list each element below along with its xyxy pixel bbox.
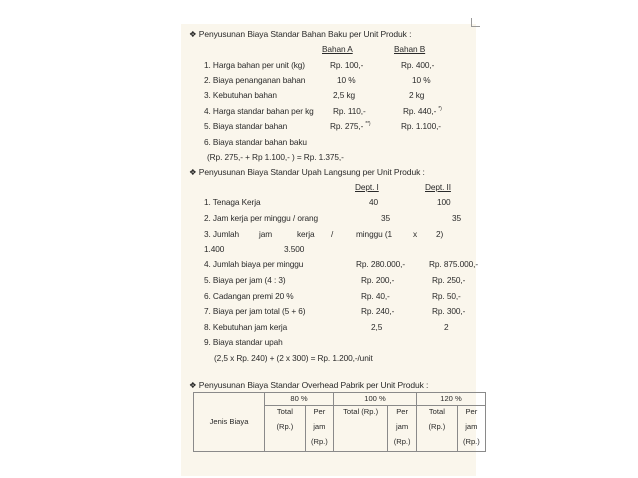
sec1-row-1-a: Rp. 100,- bbox=[330, 60, 364, 70]
bullet-diamond-icon: ❖ bbox=[189, 380, 197, 390]
heading-colon: : bbox=[409, 29, 412, 39]
total-word: Total bbox=[428, 407, 445, 416]
sec2-row-4-d1: Rp. 280.000,- bbox=[356, 259, 405, 269]
heading-text: Penyusunan Biaya Standar Bahan Baku per Unit Produk bbox=[198, 29, 407, 39]
sec2-row-4-label: 4. Jumlah biaya per minggu bbox=[204, 259, 304, 269]
per-jam-header-120 bbox=[457, 406, 485, 452]
sec2-row-7-d1: Rp. 240,- bbox=[361, 306, 395, 316]
sec2-row-8-label: 8. Kebutuhan jam kerja bbox=[204, 322, 288, 332]
heading-colon: : bbox=[426, 380, 429, 390]
total-header-80 bbox=[265, 406, 306, 452]
sec2-item-9: 9. Biaya standar upah bbox=[204, 337, 283, 347]
sec2-row-3-part-2: jam bbox=[259, 229, 273, 239]
sec1-row-2-b: 10 % bbox=[412, 75, 431, 85]
sec1-row-5-label: 5. Biaya standar bahan bbox=[204, 121, 288, 131]
sec2-row-3-part-4: / bbox=[331, 229, 334, 239]
group-header-120: 120 % bbox=[417, 393, 486, 406]
sec1-row-3-b: 2 kg bbox=[409, 90, 425, 100]
sec2-row-3-part-6: x bbox=[413, 229, 418, 239]
sec1-row-5-a bbox=[330, 121, 371, 133]
section-3-heading bbox=[189, 380, 428, 390]
per-word: Per bbox=[465, 407, 478, 416]
jam-word: jam bbox=[396, 422, 409, 431]
sec1-row-3-label: 3. Kebutuhan bahan bbox=[204, 90, 277, 100]
column-header-dept-2: Dept. II bbox=[425, 182, 451, 192]
rp-word: (Rp.) bbox=[276, 422, 294, 431]
sec2-row-6-d2: Rp. 50,- bbox=[432, 291, 461, 301]
heading-text: Penyusunan Biaya Standar Overhead Pabrik per Unit Produk bbox=[198, 380, 424, 390]
section-1-heading bbox=[189, 29, 411, 39]
heading-text: Penyusunan Biaya Standar Upah Langsung per Unit Produk bbox=[198, 167, 421, 177]
sec2-row-3-part-1: 3. Jumlah bbox=[204, 229, 240, 239]
sec2-row-2-label: 2. Jam kerja per minggu / orang bbox=[204, 213, 319, 223]
group-header-80: 80 % bbox=[265, 393, 334, 406]
column-header-bahan-a: Bahan A bbox=[322, 44, 353, 54]
sec2-row-7-d2: Rp. 300,- bbox=[432, 306, 466, 316]
sec1-item-6-formula: (Rp. 275,- + Rp 1.100,- ) = Rp. 1.375,- bbox=[207, 152, 344, 162]
column-header-bahan-b: Bahan B bbox=[394, 44, 426, 54]
rp-word: (Rp.) bbox=[393, 437, 411, 446]
jam-word: jam bbox=[313, 422, 326, 431]
rp-word: (Rp.) bbox=[310, 437, 328, 446]
jam-word: jam bbox=[465, 422, 478, 431]
sec1-row-5-b: Rp. 1.100,- bbox=[401, 121, 441, 131]
sec1-row-2-a: 10 % bbox=[337, 75, 356, 85]
rp-word: (Rp.) bbox=[462, 437, 480, 446]
total-word: Total bbox=[276, 407, 293, 416]
sec2-row-1-d1: 40 bbox=[369, 197, 379, 207]
group-header-100: 100 % bbox=[334, 393, 417, 406]
sec2-row-6-d1: Rp. 40,- bbox=[361, 291, 390, 301]
value: Rp. 440,- bbox=[403, 106, 437, 116]
sec2-row-6-label: 6. Cadangan premi 20 % bbox=[204, 291, 294, 301]
table-row bbox=[194, 393, 486, 406]
bullet-diamond-icon: ❖ bbox=[189, 29, 197, 39]
sec2-row-3-value-2: 3.500 bbox=[284, 244, 305, 254]
column-header-dept-1: Dept. I bbox=[355, 182, 379, 192]
sec2-row-8-d1: 2,5 bbox=[371, 322, 383, 332]
sec1-row-3-a: 2,5 kg bbox=[333, 90, 356, 100]
sec2-row-7-label: 7. Biaya per jam total (5 + 6) bbox=[204, 306, 306, 316]
rp-word: (Rp.) bbox=[428, 422, 446, 431]
sec2-row-8-d2: 2 bbox=[444, 322, 449, 332]
overhead-table bbox=[193, 392, 486, 452]
per-jam-header-80 bbox=[305, 406, 333, 452]
value: Rp. 275,- bbox=[330, 121, 364, 131]
sec1-row-4-b bbox=[403, 106, 442, 118]
sec2-row-4-d2: Rp. 875.000,- bbox=[429, 259, 478, 269]
sec2-row-3-part-3: kerja bbox=[297, 229, 315, 239]
sec2-item-9-formula: (2,5 x Rp. 240) + (2 x 300) = Rp. 1.200,-/unit bbox=[214, 353, 373, 363]
per-word: Per bbox=[313, 407, 326, 416]
sec2-row-5-d2: Rp. 250,- bbox=[432, 275, 466, 285]
sec1-row-2-label: 2. Biaya penanganan bahan bbox=[204, 75, 306, 85]
section-2-heading bbox=[189, 167, 425, 177]
total-header-120 bbox=[417, 406, 458, 452]
sec2-row-3-part-5: minggu (1 bbox=[356, 229, 392, 239]
sec2-row-1-label: 1. Tenaga Kerja bbox=[204, 197, 261, 207]
bullet-diamond-icon: ❖ bbox=[189, 167, 197, 177]
total-header-100: Total (Rp.) bbox=[334, 406, 388, 452]
footnote-mark: *) bbox=[438, 106, 442, 112]
sec2-row-2-d1: 35 bbox=[381, 213, 391, 223]
sec2-row-3-part-7: 2) bbox=[436, 229, 444, 239]
sec2-row-2-d2: 35 bbox=[452, 213, 462, 223]
page-corner-marker bbox=[471, 18, 480, 27]
sec2-row-5-label: 5. Biaya per jam (4 : 3) bbox=[204, 275, 286, 285]
sec2-row-3-value-1: 1.400 bbox=[204, 244, 225, 254]
sec2-row-5-d1: Rp. 200,- bbox=[361, 275, 395, 285]
heading-colon: : bbox=[422, 167, 425, 177]
sec1-row-1-label: 1. Harga bahan per unit (kg) bbox=[204, 60, 305, 70]
row-header-cell: Jenis Biaya bbox=[194, 393, 265, 452]
footnote-mark: **) bbox=[365, 121, 371, 127]
per-jam-header-100 bbox=[388, 406, 417, 452]
sec2-row-1-d2: 100 bbox=[437, 197, 451, 207]
sec1-row-4-a: Rp. 110,- bbox=[333, 106, 366, 116]
sec1-item-6: 6. Biaya standar bahan baku bbox=[204, 137, 307, 147]
sec1-row-1-b: Rp. 400,- bbox=[401, 60, 435, 70]
sec1-row-4-label: 4. Harga standar bahan per kg bbox=[204, 106, 314, 116]
per-word: Per bbox=[396, 407, 409, 416]
